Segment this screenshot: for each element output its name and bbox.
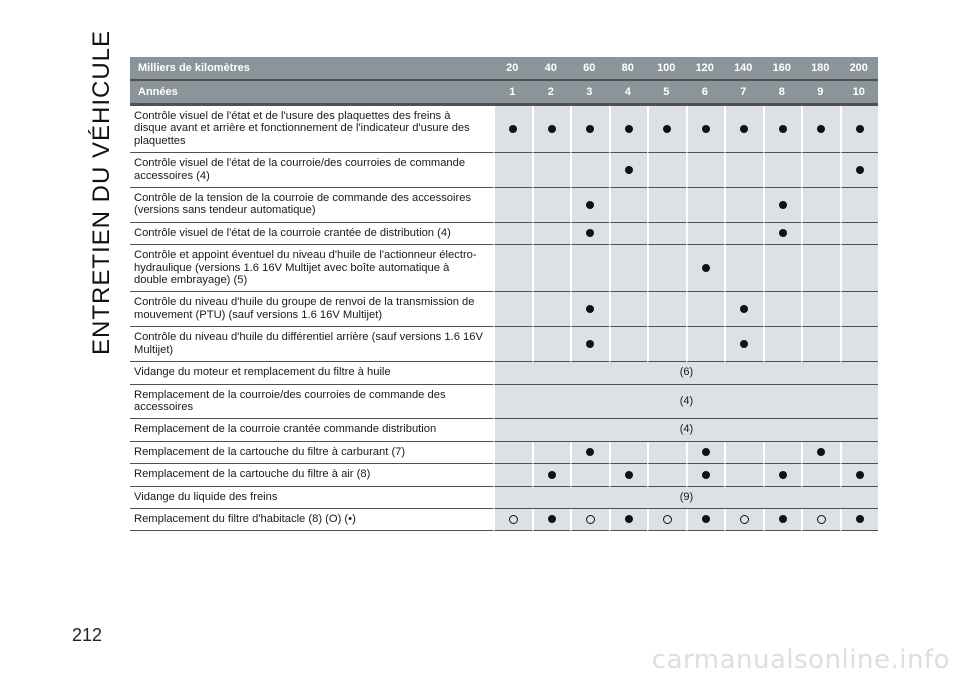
- interval-cell: [493, 153, 532, 188]
- interval-cell: [840, 292, 879, 327]
- interval-cell: [840, 327, 879, 362]
- interval-cell: [763, 106, 802, 153]
- interval-cell: [532, 442, 571, 464]
- filled-dot-icon: [702, 125, 710, 133]
- task-description: Vidange du moteur et remplacement du filtre à huile: [130, 362, 493, 384]
- task-description: Remplacement de la cartouche du filtre à air (8): [130, 464, 493, 486]
- filled-dot-icon: [817, 125, 825, 133]
- interval-cell: [532, 327, 571, 362]
- filled-dot-icon: [586, 125, 594, 133]
- interval-cell: [840, 188, 879, 223]
- task-description: Remplacement du filtre d'habitacle (8) (O) (•): [130, 509, 493, 531]
- interval-cell: [801, 464, 840, 486]
- interval-cell: [493, 223, 532, 245]
- task-description: Contrôle du niveau d'huile du différentiel arrière (sauf versions 1.6 16V Multijet): [130, 327, 493, 362]
- interval-cell: [570, 106, 609, 153]
- table-row: [130, 223, 878, 245]
- task-description: Contrôle et appoint éventuel du niveau d'huile de l'actionneur électro-hydraulique (versions 1.6 16V Multijet avec boîte automatique à double embrayage) (5): [130, 245, 493, 292]
- interval-cell: [801, 188, 840, 223]
- task-description: Contrôle de la tension de la courroie de commande des accessoires (versions sans tendeur automatique): [130, 188, 493, 223]
- interval-cell: [686, 442, 725, 464]
- interval-cell: [493, 188, 532, 223]
- header-km-label: Milliers de kilomètres: [130, 57, 493, 81]
- interval-cell: [840, 442, 879, 464]
- interval-cell: [724, 292, 763, 327]
- interval-cell: [763, 245, 802, 292]
- interval-cell: [570, 153, 609, 188]
- interval-cell: [532, 188, 571, 223]
- filled-dot-icon: [586, 340, 594, 348]
- header-year-cell: 5: [647, 81, 686, 106]
- interval-cell: [840, 153, 879, 188]
- task-description: Remplacement de la cartouche du filtre à carburant (7): [130, 442, 493, 464]
- interval-cell: [570, 327, 609, 362]
- interval-cell: [532, 245, 571, 292]
- filled-dot-icon: [856, 515, 864, 523]
- task-description: Remplacement de la courroie/des courroies de commande des accessoires: [130, 385, 493, 420]
- interval-cell: [686, 188, 725, 223]
- interval-cell: [570, 292, 609, 327]
- interval-cell: [801, 223, 840, 245]
- interval-cell: [724, 188, 763, 223]
- interval-cell: [686, 292, 725, 327]
- interval-cell: [801, 327, 840, 362]
- table-row: [130, 487, 878, 509]
- filled-dot-icon: [740, 305, 748, 313]
- header-km-cell: 200: [840, 57, 879, 81]
- filled-dot-icon: [586, 448, 594, 456]
- filled-dot-icon: [702, 448, 710, 456]
- task-description: Contrôle visuel de l'état de la courroie/des courroies de commande accessoires (4): [130, 153, 493, 188]
- table-row: [130, 327, 878, 362]
- hollow-circle-icon: [663, 515, 672, 524]
- interval-cell: [763, 464, 802, 486]
- hollow-circle-icon: [740, 515, 749, 524]
- filled-dot-icon: [586, 201, 594, 209]
- header-year-cell: 7: [724, 81, 763, 106]
- task-description: Contrôle visuel de l'état et de l'usure des plaquettes des freins à disque avant et arrière et fonctionnement de l'indicateur d'usure des plaquettes: [130, 106, 493, 153]
- interval-cell: [801, 292, 840, 327]
- interval-cell: [647, 464, 686, 486]
- note-reference: (6): [493, 362, 878, 384]
- interval-cell: [532, 223, 571, 245]
- header-km-cell: 140: [724, 57, 763, 81]
- task-description: Vidange du liquide des freins: [130, 487, 493, 509]
- header-km-cell: 180: [801, 57, 840, 81]
- interval-cell: [763, 509, 802, 531]
- interval-cell: [763, 327, 802, 362]
- interval-cell: [763, 188, 802, 223]
- filled-dot-icon: [779, 471, 787, 479]
- table-body: [130, 106, 878, 531]
- note-reference: (9): [493, 487, 878, 509]
- interval-cell: [609, 188, 648, 223]
- maintenance-schedule-table: [130, 57, 878, 531]
- table-row: [130, 153, 878, 188]
- header-year-cell: 10: [840, 81, 879, 106]
- header-year-cell: 8: [763, 81, 802, 106]
- filled-dot-icon: [779, 125, 787, 133]
- interval-cell: [609, 223, 648, 245]
- section-title: ENTRETIEN DU VÉHICULE: [88, 29, 115, 355]
- interval-cell: [840, 223, 879, 245]
- interval-cell: [801, 245, 840, 292]
- filled-dot-icon: [817, 448, 825, 456]
- header-year-cell: 4: [609, 81, 648, 106]
- interval-cell: [724, 464, 763, 486]
- filled-dot-icon: [663, 125, 671, 133]
- interval-cell: [647, 153, 686, 188]
- interval-cell: [763, 292, 802, 327]
- interval-cell: [493, 464, 532, 486]
- filled-dot-icon: [548, 125, 556, 133]
- interval-cell: [686, 509, 725, 531]
- filled-dot-icon: [702, 515, 710, 523]
- filled-dot-icon: [548, 471, 556, 479]
- table-row: [130, 442, 878, 464]
- interval-cell: [647, 509, 686, 531]
- page-number: 212: [72, 625, 103, 645]
- interval-cell: [609, 442, 648, 464]
- filled-dot-icon: [702, 471, 710, 479]
- interval-cell: [647, 442, 686, 464]
- filled-dot-icon: [740, 125, 748, 133]
- interval-cell: [609, 509, 648, 531]
- interval-cell: [493, 292, 532, 327]
- header-km-cell: 120: [686, 57, 725, 81]
- filled-dot-icon: [779, 229, 787, 237]
- table-row: [130, 385, 878, 420]
- interval-cell: [532, 509, 571, 531]
- interval-cell: [763, 153, 802, 188]
- interval-cell: [532, 153, 571, 188]
- filled-dot-icon: [625, 125, 633, 133]
- interval-cell: [840, 106, 879, 153]
- filled-dot-icon: [779, 515, 787, 523]
- interval-cell: [724, 245, 763, 292]
- interval-cell: [493, 245, 532, 292]
- interval-cell: [647, 106, 686, 153]
- task-description: Contrôle du niveau d'huile du groupe de renvoi de la transmission de mouvement (PTU) (sauf versions 1.6 16V Multijet): [130, 292, 493, 327]
- interval-cell: [724, 106, 763, 153]
- filled-dot-icon: [702, 264, 710, 272]
- table-row: [130, 509, 878, 531]
- interval-cell: [840, 245, 879, 292]
- filled-dot-icon: [625, 471, 633, 479]
- interval-cell: [532, 106, 571, 153]
- interval-cell: [801, 509, 840, 531]
- interval-cell: [724, 509, 763, 531]
- interval-cell: [493, 106, 532, 153]
- interval-cell: [609, 327, 648, 362]
- hollow-circle-icon: [817, 515, 826, 524]
- filled-dot-icon: [586, 305, 594, 313]
- header-year-cell: 6: [686, 81, 725, 106]
- interval-cell: [724, 327, 763, 362]
- hollow-circle-icon: [586, 515, 595, 524]
- header-years-label: Années: [130, 81, 493, 106]
- table-row: [130, 419, 878, 441]
- interval-cell: [724, 223, 763, 245]
- table-row: [130, 292, 878, 327]
- interval-cell: [647, 292, 686, 327]
- interval-cell: [493, 327, 532, 362]
- interval-cell: [532, 292, 571, 327]
- header-km-cell: 80: [609, 57, 648, 81]
- interval-cell: [647, 327, 686, 362]
- interval-cell: [647, 245, 686, 292]
- filled-dot-icon: [740, 340, 748, 348]
- interval-cell: [532, 464, 571, 486]
- filled-dot-icon: [509, 125, 517, 133]
- header-year-cell: 2: [532, 81, 571, 106]
- header-km-cell: 100: [647, 57, 686, 81]
- table-row: [130, 106, 878, 153]
- task-description: Remplacement de la courroie crantée commande distribution: [130, 419, 493, 441]
- table-row: [130, 464, 878, 486]
- interval-cell: [763, 442, 802, 464]
- interval-cell: [801, 106, 840, 153]
- filled-dot-icon: [548, 515, 556, 523]
- watermark: carmanualsonline.info: [651, 645, 950, 675]
- interval-cell: [686, 464, 725, 486]
- interval-cell: [724, 442, 763, 464]
- table-row: [130, 245, 878, 292]
- interval-cell: [570, 245, 609, 292]
- interval-cell: [570, 223, 609, 245]
- interval-cell: [686, 223, 725, 245]
- interval-cell: [609, 292, 648, 327]
- interval-cell: [724, 153, 763, 188]
- interval-cell: [493, 509, 532, 531]
- interval-cell: [609, 106, 648, 153]
- interval-cell: [686, 153, 725, 188]
- hollow-circle-icon: [509, 515, 518, 524]
- filled-dot-icon: [856, 125, 864, 133]
- header-km-cell: 40: [532, 57, 571, 81]
- interval-cell: [609, 464, 648, 486]
- interval-cell: [570, 509, 609, 531]
- note-reference: (4): [493, 419, 878, 441]
- filled-dot-icon: [625, 166, 633, 174]
- header-km-cell: 160: [763, 57, 802, 81]
- note-reference: (4): [493, 385, 878, 420]
- interval-cell: [570, 464, 609, 486]
- header-km-cell: 20: [493, 57, 532, 81]
- header-row-km: [130, 57, 878, 81]
- header-row-years: [130, 81, 878, 106]
- interval-cell: [763, 223, 802, 245]
- filled-dot-icon: [625, 515, 633, 523]
- interval-cell: [647, 223, 686, 245]
- interval-cell: [570, 188, 609, 223]
- interval-cell: [493, 442, 532, 464]
- header-km-cell: 60: [570, 57, 609, 81]
- header-year-cell: 3: [570, 81, 609, 106]
- interval-cell: [686, 245, 725, 292]
- filled-dot-icon: [856, 471, 864, 479]
- header-year-cell: 1: [493, 81, 532, 106]
- interval-cell: [801, 442, 840, 464]
- table-row: [130, 188, 878, 223]
- interval-cell: [840, 509, 879, 531]
- interval-cell: [647, 188, 686, 223]
- interval-cell: [686, 106, 725, 153]
- filled-dot-icon: [856, 166, 864, 174]
- interval-cell: [609, 153, 648, 188]
- interval-cell: [609, 245, 648, 292]
- filled-dot-icon: [779, 201, 787, 209]
- interval-cell: [570, 442, 609, 464]
- interval-cell: [840, 464, 879, 486]
- header-year-cell: 9: [801, 81, 840, 106]
- table-row: [130, 362, 878, 384]
- filled-dot-icon: [586, 229, 594, 237]
- interval-cell: [686, 327, 725, 362]
- interval-cell: [801, 153, 840, 188]
- task-description: Contrôle visuel de l'état de la courroie crantée de distribution (4): [130, 223, 493, 245]
